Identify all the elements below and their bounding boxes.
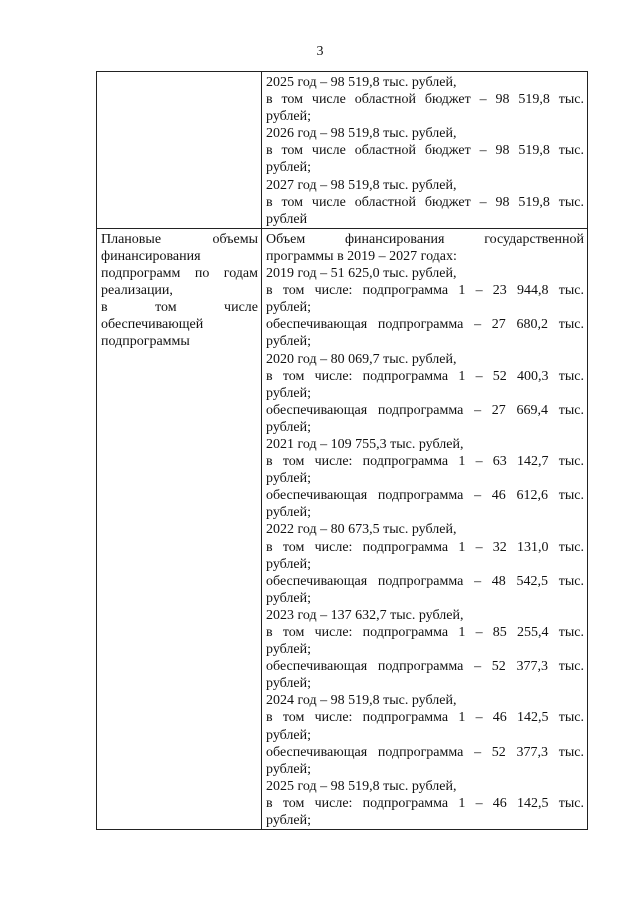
text-line: обеспечивающая подпрограмма – 52 377,3 тыс. xyxy=(266,744,584,760)
table-body xyxy=(97,72,588,830)
page-number: 3 xyxy=(316,44,324,59)
text-line: 2025 год – 98 519,8 тыс. рублей, xyxy=(266,75,457,90)
text-line: рублей; xyxy=(266,505,311,521)
text-line: рублей; xyxy=(266,419,311,435)
text-line: рублей; xyxy=(266,556,311,572)
table-cell-label xyxy=(97,72,262,229)
text-line: обеспечивающей xyxy=(101,317,204,333)
text-line: рублей; xyxy=(266,676,311,692)
text-line: обеспечивающая подпрограмма – 52 377,3 тыс. xyxy=(266,659,584,675)
text-line: 2021 год – 109 755,3 тыс. рублей, xyxy=(266,436,464,452)
text-line: подпрограммы xyxy=(101,334,190,350)
table-row xyxy=(97,72,588,229)
text-line: обеспечивающая подпрограмма – 48 542,5 тыс. xyxy=(266,573,584,589)
text-line: рублей; xyxy=(266,727,311,743)
table-cell-value xyxy=(262,72,588,229)
table-cell-value xyxy=(262,228,588,829)
text-line: рублей; xyxy=(266,642,311,658)
text-line: рублей xyxy=(266,211,308,227)
table-row xyxy=(97,228,588,829)
text-line: рублей; xyxy=(266,471,311,487)
passport-table xyxy=(96,71,588,830)
text-line: рублей; xyxy=(266,109,311,125)
text-line: в том числе областной бюджет – 98 519,8 тыс. xyxy=(266,194,584,210)
text-line: рублей; xyxy=(266,334,311,350)
text-line: 2027 год – 98 519,8 тыс. рублей, xyxy=(266,177,457,193)
text-line: Объем финансирования государственной xyxy=(266,231,584,247)
text-line: в том числе xyxy=(101,300,258,316)
table-cell-label xyxy=(97,228,262,829)
text-line: финансирования xyxy=(101,248,201,264)
text-line: в том числе: подпрограмма 1 – 52 400,3 тыс. xyxy=(266,368,584,384)
text-line: в том числе областной бюджет – 98 519,8 тыс. xyxy=(266,143,584,159)
text-line: в том числе: подпрограмма 1 – 85 255,4 тыс. xyxy=(266,625,584,640)
text-line: обеспечивающая подпрограмма – 27 669,4 тыс. xyxy=(266,402,584,418)
text-line: обеспечивающая подпрограмма – 46 612,6 тыс. xyxy=(266,488,584,504)
text-line: 2019 год – 51 625,0 тыс. рублей, xyxy=(266,266,457,282)
text-line: рублей; xyxy=(266,761,311,777)
text-line: рублей; xyxy=(266,813,311,829)
text-line: в том числе областной бюджет – 98 519,8 тыс. xyxy=(266,92,584,108)
text-line: 2023 год – 137 632,7 тыс. рублей, xyxy=(266,607,464,623)
text-line: 2026 год – 98 519,8 тыс. рублей, xyxy=(266,126,457,142)
text-line: 2024 год – 98 519,8 тыс. рублей, xyxy=(266,693,457,709)
text-line: Плановые объемы xyxy=(101,231,258,247)
text-line: рублей; xyxy=(266,160,311,176)
text-line: программы в 2019 – 2027 годах: xyxy=(266,248,457,264)
text-line: в том числе: подпрограмма 1 – 46 142,5 тыс. xyxy=(266,710,584,726)
text-line: рублей; xyxy=(266,590,311,606)
text-line: рублей; xyxy=(266,300,311,316)
text-line: рублей; xyxy=(266,385,311,401)
text-line: 2025 год – 98 519,8 тыс. рублей, xyxy=(266,778,457,794)
text-line: в том числе: подпрограмма 1 – 23 944,8 тыс. xyxy=(266,283,584,299)
text-line: в том числе: подпрограмма 1 – 32 131,0 тыс. xyxy=(266,539,584,555)
text-line: в том числе: подпрограмма 1 – 46 142,5 тыс. xyxy=(266,795,584,811)
text-line: в том числе: подпрограмма 1 – 63 142,7 тыс. xyxy=(266,454,584,470)
text-line: 2020 год – 80 069,7 тыс. рублей, xyxy=(266,351,457,367)
text-line: 2022 год – 80 673,5 тыс. рублей, xyxy=(266,522,457,538)
text-line: обеспечивающая подпрограмма – 27 680,2 тыс. xyxy=(266,317,584,333)
text-line: реализации, xyxy=(101,283,173,299)
text-line: подпрограмм по годам xyxy=(101,266,258,282)
